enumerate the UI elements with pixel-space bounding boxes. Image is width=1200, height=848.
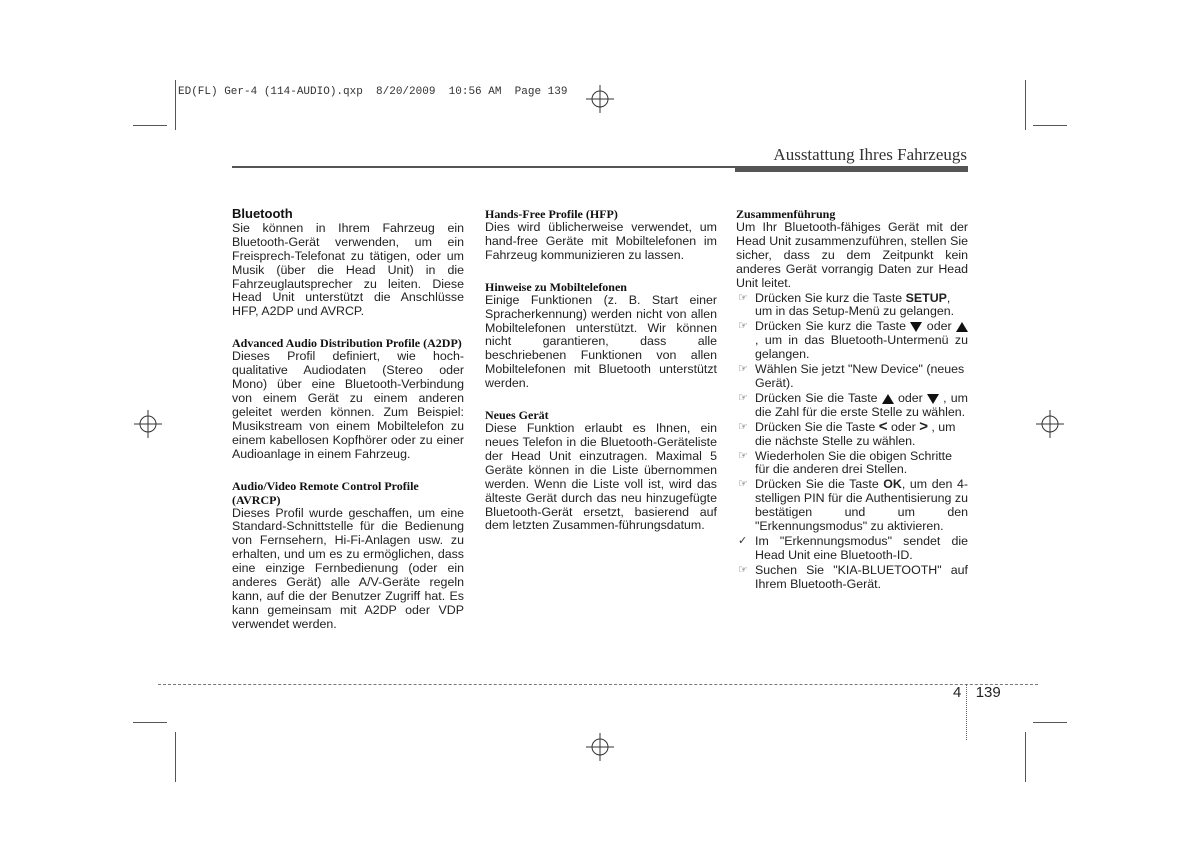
- list-item: ☞ Suchen Sie "KIA-BLUETOOTH" auf Ihrem Bluetooth-Gerät.: [738, 562, 968, 591]
- header-bar: [735, 166, 968, 172]
- pairing-heading: Zusammenführung: [736, 207, 836, 221]
- hfp-text: Dies wird üblicherweise verwendet, um hand-free Geräte mit Mobiltelefonen im Fahrzeug kommunizieren zu lassen.: [485, 220, 717, 262]
- chevron-left-icon: <: [878, 417, 888, 435]
- checkmark-icon: ✓: [738, 534, 748, 547]
- registration-mark-icon: [134, 410, 162, 438]
- crop-mark: [133, 722, 167, 723]
- ok-key-label: OK: [883, 477, 902, 492]
- avrcp-heading: Audio/Video Remote Control Profile (AVRCP): [232, 478, 419, 507]
- crop-mark: [175, 732, 176, 782]
- pairing-intro: Um Ihr Bluetooth-fähiges Gerät mit der Head Unit zusammenzuführen, stellen Sie sicher, dass zu dem Zeitpunkt kein anderes Gerät vorrangig Daten zur Head Unit leitet.: [736, 220, 968, 290]
- crop-mark: [1033, 722, 1067, 723]
- list-item: ☞ Drücken Sie kurz die Taste SETUP, um in das Setup-Menü zu gelangen.: [738, 290, 955, 319]
- print-info-line: ED(FL) Ger-4 (114-AUDIO).qxp 8/20/2009 10:56 AM Page 139: [178, 86, 568, 98]
- pairing-steps: [736, 292, 968, 592]
- crop-mark: [175, 80, 176, 130]
- arrow-down-icon: [927, 394, 939, 404]
- list-item: ☞ Drücken Sie kurz die Taste oder , um in das Bluetooth-Untermenü zu gelangen.: [738, 319, 968, 362]
- column-left: [232, 207, 464, 632]
- mobile-phones-text: Einige Funktionen (z. B. Start einer Spracherkennung) werden nicht von allen Mobiltelefonen unterstützt. Wir können nicht garantieren, dass alle beschriebenen Funktionen von allen Mobiltelefonen mit Bluetooth unterstützt werden.: [485, 292, 717, 391]
- column-right: [736, 207, 968, 593]
- registration-mark-icon: [586, 85, 614, 113]
- list-item: ☞ Drücken Sie die Taste OK, um den 4-stelligen PIN für die Authentisierung zu bestätigen und um den "Erkennungsmodus" zu aktivieren.: [738, 477, 968, 534]
- list-item: ☞ Drücken Sie die Taste oder , um die Zahl für die erste Stelle zu wählen.: [738, 390, 968, 419]
- section-heading-bluetooth: Bluetooth: [232, 206, 293, 221]
- registration-mark-icon: [586, 733, 614, 761]
- list-item: ☞ Wiederholen Sie die obigen Schritte für die anderen drei Stellen.: [738, 448, 952, 477]
- crop-mark: [133, 125, 167, 126]
- arrow-up-icon: [882, 394, 894, 404]
- pointing-hand-icon: ☞: [738, 478, 748, 491]
- setup-key-label: SETUP: [905, 290, 947, 305]
- running-header-title: Ausstattung Ihres Fahrzeugs: [773, 145, 967, 164]
- pointing-hand-icon: ☞: [738, 363, 748, 376]
- registration-mark-icon: [1036, 410, 1064, 438]
- avrcp-text: Dieses Profil wurde geschaffen, um eine Standard-Schnittstelle für die Bedienung von Fernsehern, Hi-Fi-Anlagen usw. zu erhalten, und um es zu ermöglichen, dass eine einzige Fernbedienung (oder ein anderes Gerät) alle A/V-Geräte regeln kann, auf die der Benutzer Zugriff hat. Es kann gemeinsam mit A2DP oder VDP verwendet werden.: [232, 505, 464, 631]
- a2dp-text: Dieses Profil definiert, wie hoch-qualitative Audiodaten (Stereo oder Mono) über eine Bluetooth-Verbindung von einem Gerät zu einem anderen geleitet werden können. Zum Beispiel: Musikstream von einem Mobiltelefon zu einem kabellosen Kopfhörer oder zu einer Audioanlage in einem Fahrzeug.: [232, 349, 464, 461]
- mobile-phones-heading: Hinweise zu Mobiltelefonen: [485, 279, 627, 294]
- hfp-heading: Hands-Free Profile (HFP): [485, 207, 618, 221]
- list-item: ✓ Im "Erkennungsmodus" sendet die Head Unit eine Bluetooth-ID.: [738, 533, 968, 562]
- a2dp-heading: Advanced Audio Distribution Profile (A2DP): [232, 336, 462, 351]
- footer-dashed-rule: [158, 684, 1038, 685]
- list-item: ☞ Wählen Sie jetzt "New Device" (neues Gerät).: [738, 362, 965, 390]
- list-item: ☞ Drücken Sie die Taste < oder > , um die nächste Stelle zu wählen.: [738, 417, 956, 448]
- column-middle: [485, 207, 717, 533]
- pointing-hand-icon: ☞: [738, 420, 748, 433]
- chevron-right-icon: >: [919, 417, 928, 435]
- new-device-text: Diese Funktion erlaubt es Ihnen, ein neues Telefon in die Bluetooth-Geräteliste der Head Unit einzutragen. Maximal 5 Geräte können in die Liste übernommen werden. Wenn die Liste voll ist, wird das älteste Gerät durch das neu hinzugefügte Bluetooth-Gerät ersetzt, basierend auf dem letzten Zusammen-führungsdatum.: [485, 421, 717, 533]
- pointing-hand-icon: ☞: [738, 449, 748, 462]
- pointing-hand-icon: ☞: [738, 563, 748, 576]
- crop-mark: [1033, 125, 1067, 126]
- pointing-hand-icon: ☞: [738, 320, 748, 333]
- pointing-hand-icon: ☞: [738, 391, 748, 404]
- arrow-up-icon: [956, 322, 968, 332]
- pointing-hand-icon: ☞: [738, 291, 748, 304]
- new-device-heading: Neues Gerät: [485, 408, 549, 423]
- crop-mark: [1025, 732, 1026, 782]
- bluetooth-intro: Sie können in Ihrem Fahrzeug ein Bluetooth-Gerät verwenden, um ein Freisprech-Telefonat zu tätigen, oder um Musik (über die Head Unit) in die Fahrzeuglautsprecher zu leiten. Diese Head Unit unterstützt die Anschlüsse HFP, A2DP und AVRCP.: [232, 220, 464, 319]
- page-number: [953, 684, 1001, 701]
- arrow-down-icon: [910, 322, 922, 332]
- page-number-value: 139: [975, 684, 1001, 701]
- chapter-number: 4: [953, 684, 962, 701]
- crop-mark: [1025, 80, 1026, 130]
